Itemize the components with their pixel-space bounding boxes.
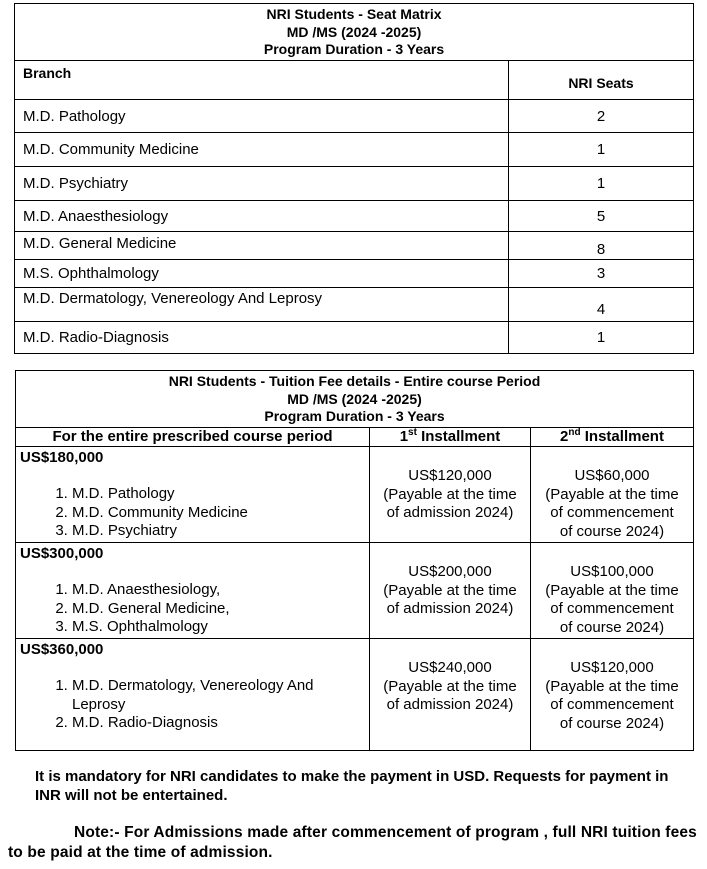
- second-installment-amount: US$60,000: [574, 467, 650, 484]
- second-installment-terms: of course 2024): [559, 714, 665, 732]
- seat-count: 1: [509, 322, 694, 354]
- fee-header-row: [16, 428, 694, 447]
- seat-count: 2: [509, 100, 694, 133]
- group-total-fee: US$300,000: [20, 545, 104, 562]
- second-installment-amount: US$100,000: [570, 563, 654, 580]
- list-item: 3. M.S. Ophthalmology: [72, 618, 369, 637]
- table-row: [15, 167, 694, 201]
- list-item: 1. M.D. Pathology: [72, 485, 369, 504]
- table-row: [15, 260, 694, 288]
- seat-count: 5: [509, 201, 694, 232]
- fee-group: [16, 639, 370, 751]
- first-installment-terms: (Payable at the time: [383, 581, 517, 599]
- branch-name: M.D. Pathology: [15, 100, 509, 133]
- branch-list: [16, 485, 369, 541]
- table-row: [15, 201, 694, 232]
- seat-matrix-table: [14, 3, 694, 354]
- list-item: 2. M.D. Community Medicine: [72, 504, 369, 523]
- first-installment-amount: US$240,000: [408, 659, 492, 676]
- branch-name: M.D. Radio-Diagnosis: [15, 322, 509, 354]
- branch-name: M.D. Community Medicine: [15, 133, 509, 167]
- seat-count: 3: [509, 260, 694, 288]
- fee-table-title: [16, 371, 694, 428]
- seat-matrix-header-row: [15, 61, 694, 100]
- branch-list: [16, 677, 369, 733]
- first-installment-terms: (Payable at the time: [383, 677, 517, 695]
- second-installment-terms: (Payable at the time: [545, 485, 679, 503]
- seat-count: 1: [509, 133, 694, 167]
- usd-payment-note: It is mandatory for NRI candidates to make the payment in USD. Requests for payment in INR will not be entertained.: [35, 768, 669, 804]
- fee-group: [16, 447, 370, 543]
- first-installment-cell: [370, 639, 531, 751]
- branch-name: M.D. General Medicine: [15, 232, 509, 260]
- second-installment-terms: (Payable at the time: [545, 677, 679, 695]
- seat-matrix-title-line-2: MD /MS (2024 -2025): [286, 23, 422, 40]
- fee-title-line-1: NRI Students - Tuition Fee details - Entire course Period: [168, 373, 541, 389]
- first-installment-cell: [370, 447, 531, 543]
- second-installment-cell: [531, 543, 694, 639]
- second-installment-terms: of course 2024): [559, 618, 665, 636]
- list-item: 1. M.D. Dermatology, Venereology And Leprosy: [72, 677, 349, 714]
- fee-title-line-3: Program Duration - 3 Years: [264, 408, 445, 424]
- list-item: 2. M.D. General Medicine,: [72, 600, 369, 619]
- fee-group-row: [16, 543, 694, 639]
- first-installment-terms: (Payable at the time: [383, 485, 517, 503]
- branch-name: M.S. Ophthalmology: [15, 260, 509, 288]
- seat-matrix-title: [15, 4, 694, 61]
- first-installment-terms: of admission 2024): [386, 696, 514, 713]
- second-installment-terms: of commencement: [550, 696, 674, 713]
- second-installment-terms: of course 2024): [559, 522, 665, 540]
- table-row: [15, 133, 694, 167]
- seat-count: 8: [509, 232, 694, 260]
- fee-group-row: [16, 639, 694, 751]
- seat-count: 4: [509, 288, 694, 322]
- first-installment-amount: US$200,000: [408, 563, 492, 580]
- table-row: [15, 288, 694, 322]
- course-period-column-header: For the entire prescribed course period: [16, 428, 370, 447]
- list-item: 2. M.D. Radio-Diagnosis: [72, 714, 349, 733]
- second-installment-amount: US$120,000: [570, 659, 654, 676]
- seat-matrix-title-row: [15, 4, 694, 61]
- second-installment-column-header: 2nd Installment: [531, 428, 694, 447]
- second-installment-terms: (Payable at the time: [545, 581, 679, 599]
- nri-seats-column-header: NRI Seats: [509, 61, 694, 100]
- seat-count: 1: [509, 167, 694, 201]
- first-installment-cell: [370, 543, 531, 639]
- first-installment-terms: of admission 2024): [386, 600, 514, 617]
- seat-matrix-title-line-1: NRI Students - Seat Matrix: [266, 6, 442, 22]
- list-item: 1. M.D. Anaesthesiology,: [72, 581, 369, 600]
- fee-group: [16, 543, 370, 639]
- second-installment-terms: of commencement: [550, 504, 674, 521]
- branch-list: [16, 581, 369, 637]
- group-total-fee: US$180,000: [20, 449, 104, 466]
- list-item: 3. M.D. Psychiatry: [72, 522, 369, 541]
- branch-name: M.D. Psychiatry: [15, 167, 509, 201]
- second-installment-terms: of commencement: [550, 600, 674, 617]
- fee-title-row: [16, 371, 694, 428]
- table-row: [15, 100, 694, 133]
- seat-matrix-title-line-3: Program Duration - 3 Years: [263, 41, 445, 57]
- branch-name: M.D. Anaesthesiology: [15, 201, 509, 232]
- second-installment-cell: [531, 447, 694, 543]
- first-installment-amount: US$120,000: [408, 467, 492, 484]
- fee-title-line-2: MD /MS (2024 -2025): [287, 390, 422, 407]
- branch-name: M.D. Dermatology, Venereology And Leprosy: [15, 288, 509, 322]
- fee-group-row: [16, 447, 694, 543]
- second-installment-cell: [531, 639, 694, 751]
- first-installment-column-header: 1st Installment: [370, 428, 531, 447]
- table-row: [15, 322, 694, 354]
- tuition-fee-table: [15, 370, 694, 751]
- first-installment-terms: of admission 2024): [386, 504, 514, 521]
- table-row: [15, 232, 694, 260]
- group-total-fee: US$360,000: [20, 641, 104, 658]
- branch-column-header: Branch: [15, 61, 509, 100]
- admission-fee-note: Note:- For Admissions made after commencement of program , full NRI tuition fees to be paid at the time of admission.: [8, 824, 697, 861]
